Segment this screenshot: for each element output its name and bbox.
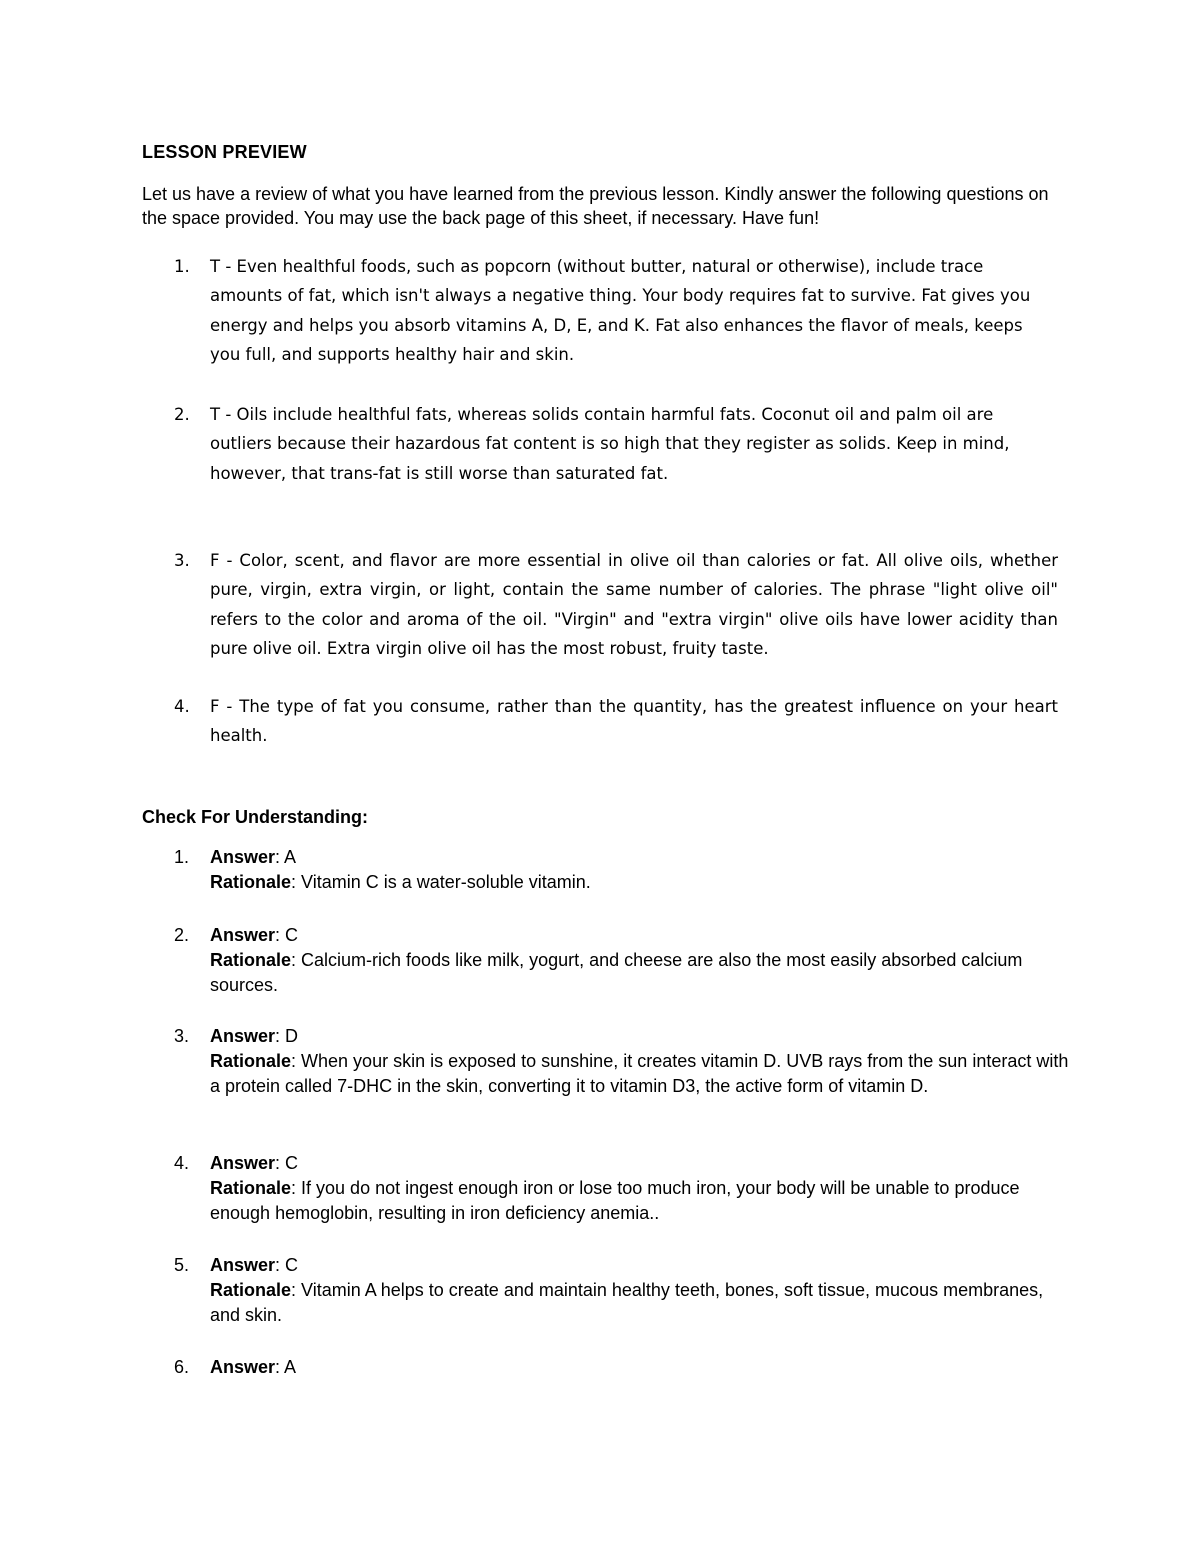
rationale-label: Rationale bbox=[210, 872, 292, 892]
review-item-number: 3. bbox=[174, 551, 190, 570]
answer-item-number: 2. bbox=[174, 925, 190, 945]
rationale-text: : When your skin is exposed to sunshine, it creates vitamin D. UVB rays from the sun interact with a protein called 7-DHC in the skin, converting it to vitamin D3, the active form of vitamin D. bbox=[210, 1051, 1069, 1096]
review-item-number: 4. bbox=[174, 697, 190, 716]
check-for-understanding-heading: Check For Understanding: bbox=[142, 807, 369, 827]
answer-item-number: 4. bbox=[174, 1153, 190, 1173]
answer-line bbox=[210, 1024, 1070, 1049]
review-item-text: T - Even healthful foods, such as popcorn (without butter, natural or otherwise), include trace amounts of fat, which isn't always a negative thing. Your body requires fat to survive. Fat gives you energy and helps you absorb vitamins A, D, E, and K. Fat also enhances the flavor of meals, keeps you full, and supports healthy hair and skin. bbox=[210, 257, 1031, 364]
answer-value: : A bbox=[275, 1357, 297, 1377]
answer-line bbox=[210, 1253, 1070, 1278]
review-item-text: T - Oils include healthful fats, whereas solids contain harmful fats. Coconut oil and palm oil are outliers because their hazardous fat content is so high that they register as solids. Keep in mind, however, that trans-fat is still worse than saturated fat. bbox=[210, 405, 1010, 483]
rationale-line bbox=[210, 1278, 1070, 1328]
rationale-text: : Calcium-rich foods like milk, yogurt, and cheese are also the most easily absorbed calcium sources. bbox=[210, 950, 1023, 995]
rationale-line bbox=[210, 948, 1070, 998]
review-item-text: F - The type of fat you consume, rather than the quantity, has the greatest influence on your heart health. bbox=[210, 697, 1058, 746]
answer-value: : C bbox=[275, 1153, 299, 1173]
answer-label: Answer bbox=[210, 1026, 276, 1046]
rationale-label: Rationale bbox=[210, 950, 292, 970]
answer-label: Answer bbox=[210, 1255, 276, 1275]
rationale-text: : Vitamin A helps to create and maintain healthy teeth, bones, soft tissue, mucous membranes, and skin. bbox=[210, 1280, 1044, 1325]
rationale-line bbox=[210, 1176, 1070, 1226]
rationale-label: Rationale bbox=[210, 1051, 292, 1071]
answer-value: : C bbox=[275, 1255, 299, 1275]
review-item-text: F - Color, scent, and flavor are more essential in olive oil than calories or fat. All olive oils, whether pure, virgin, extra virgin, or light, contain the same number of calories. The phrase "light olive oil" refers to the color and aroma of the oil. "Virgin" and "extra virgin" olive oils have lower acidity than pure olive oil. Extra virgin olive oil has the most robust, fruity taste. bbox=[210, 551, 1058, 658]
lesson-preview-intro: Let us have a review of what you have learned from the previous lesson. Kindly answer the following questions on the space provided. You may use the back page of this sheet, if necessary. Have fun! bbox=[142, 184, 1049, 228]
rationale-label: Rationale bbox=[210, 1178, 292, 1198]
review-item-number: 1. bbox=[174, 257, 190, 276]
answer-value: : D bbox=[275, 1026, 299, 1046]
answer-line bbox=[210, 845, 1070, 870]
answer-label: Answer bbox=[210, 1357, 276, 1377]
rationale-text: : Vitamin C is a water-soluble vitamin. bbox=[291, 872, 591, 892]
answer-label: Answer bbox=[210, 925, 276, 945]
rationale-label: Rationale bbox=[210, 1280, 292, 1300]
answer-line bbox=[210, 923, 1070, 948]
answer-item-number: 3. bbox=[174, 1026, 190, 1046]
answer-label: Answer bbox=[210, 847, 276, 867]
answer-line bbox=[210, 1151, 1070, 1176]
answer-item-number: 5. bbox=[174, 1255, 190, 1275]
answer-label: Answer bbox=[210, 1153, 276, 1173]
rationale-line bbox=[210, 1049, 1070, 1099]
answer-item-number: 6. bbox=[174, 1357, 190, 1377]
answer-value: : C bbox=[275, 925, 299, 945]
answer-line bbox=[210, 1355, 1070, 1380]
answer-value: : A bbox=[275, 847, 297, 867]
rationale-text: : If you do not ingest enough iron or lose too much iron, your body will be unable to produce enough hemoglobin, resulting in iron deficiency anemia.. bbox=[210, 1178, 1020, 1223]
answer-item-number: 1. bbox=[174, 847, 190, 867]
lesson-preview-heading: LESSON PREVIEW bbox=[142, 142, 307, 162]
review-item-number: 2. bbox=[174, 405, 190, 424]
rationale-line bbox=[210, 870, 1070, 895]
